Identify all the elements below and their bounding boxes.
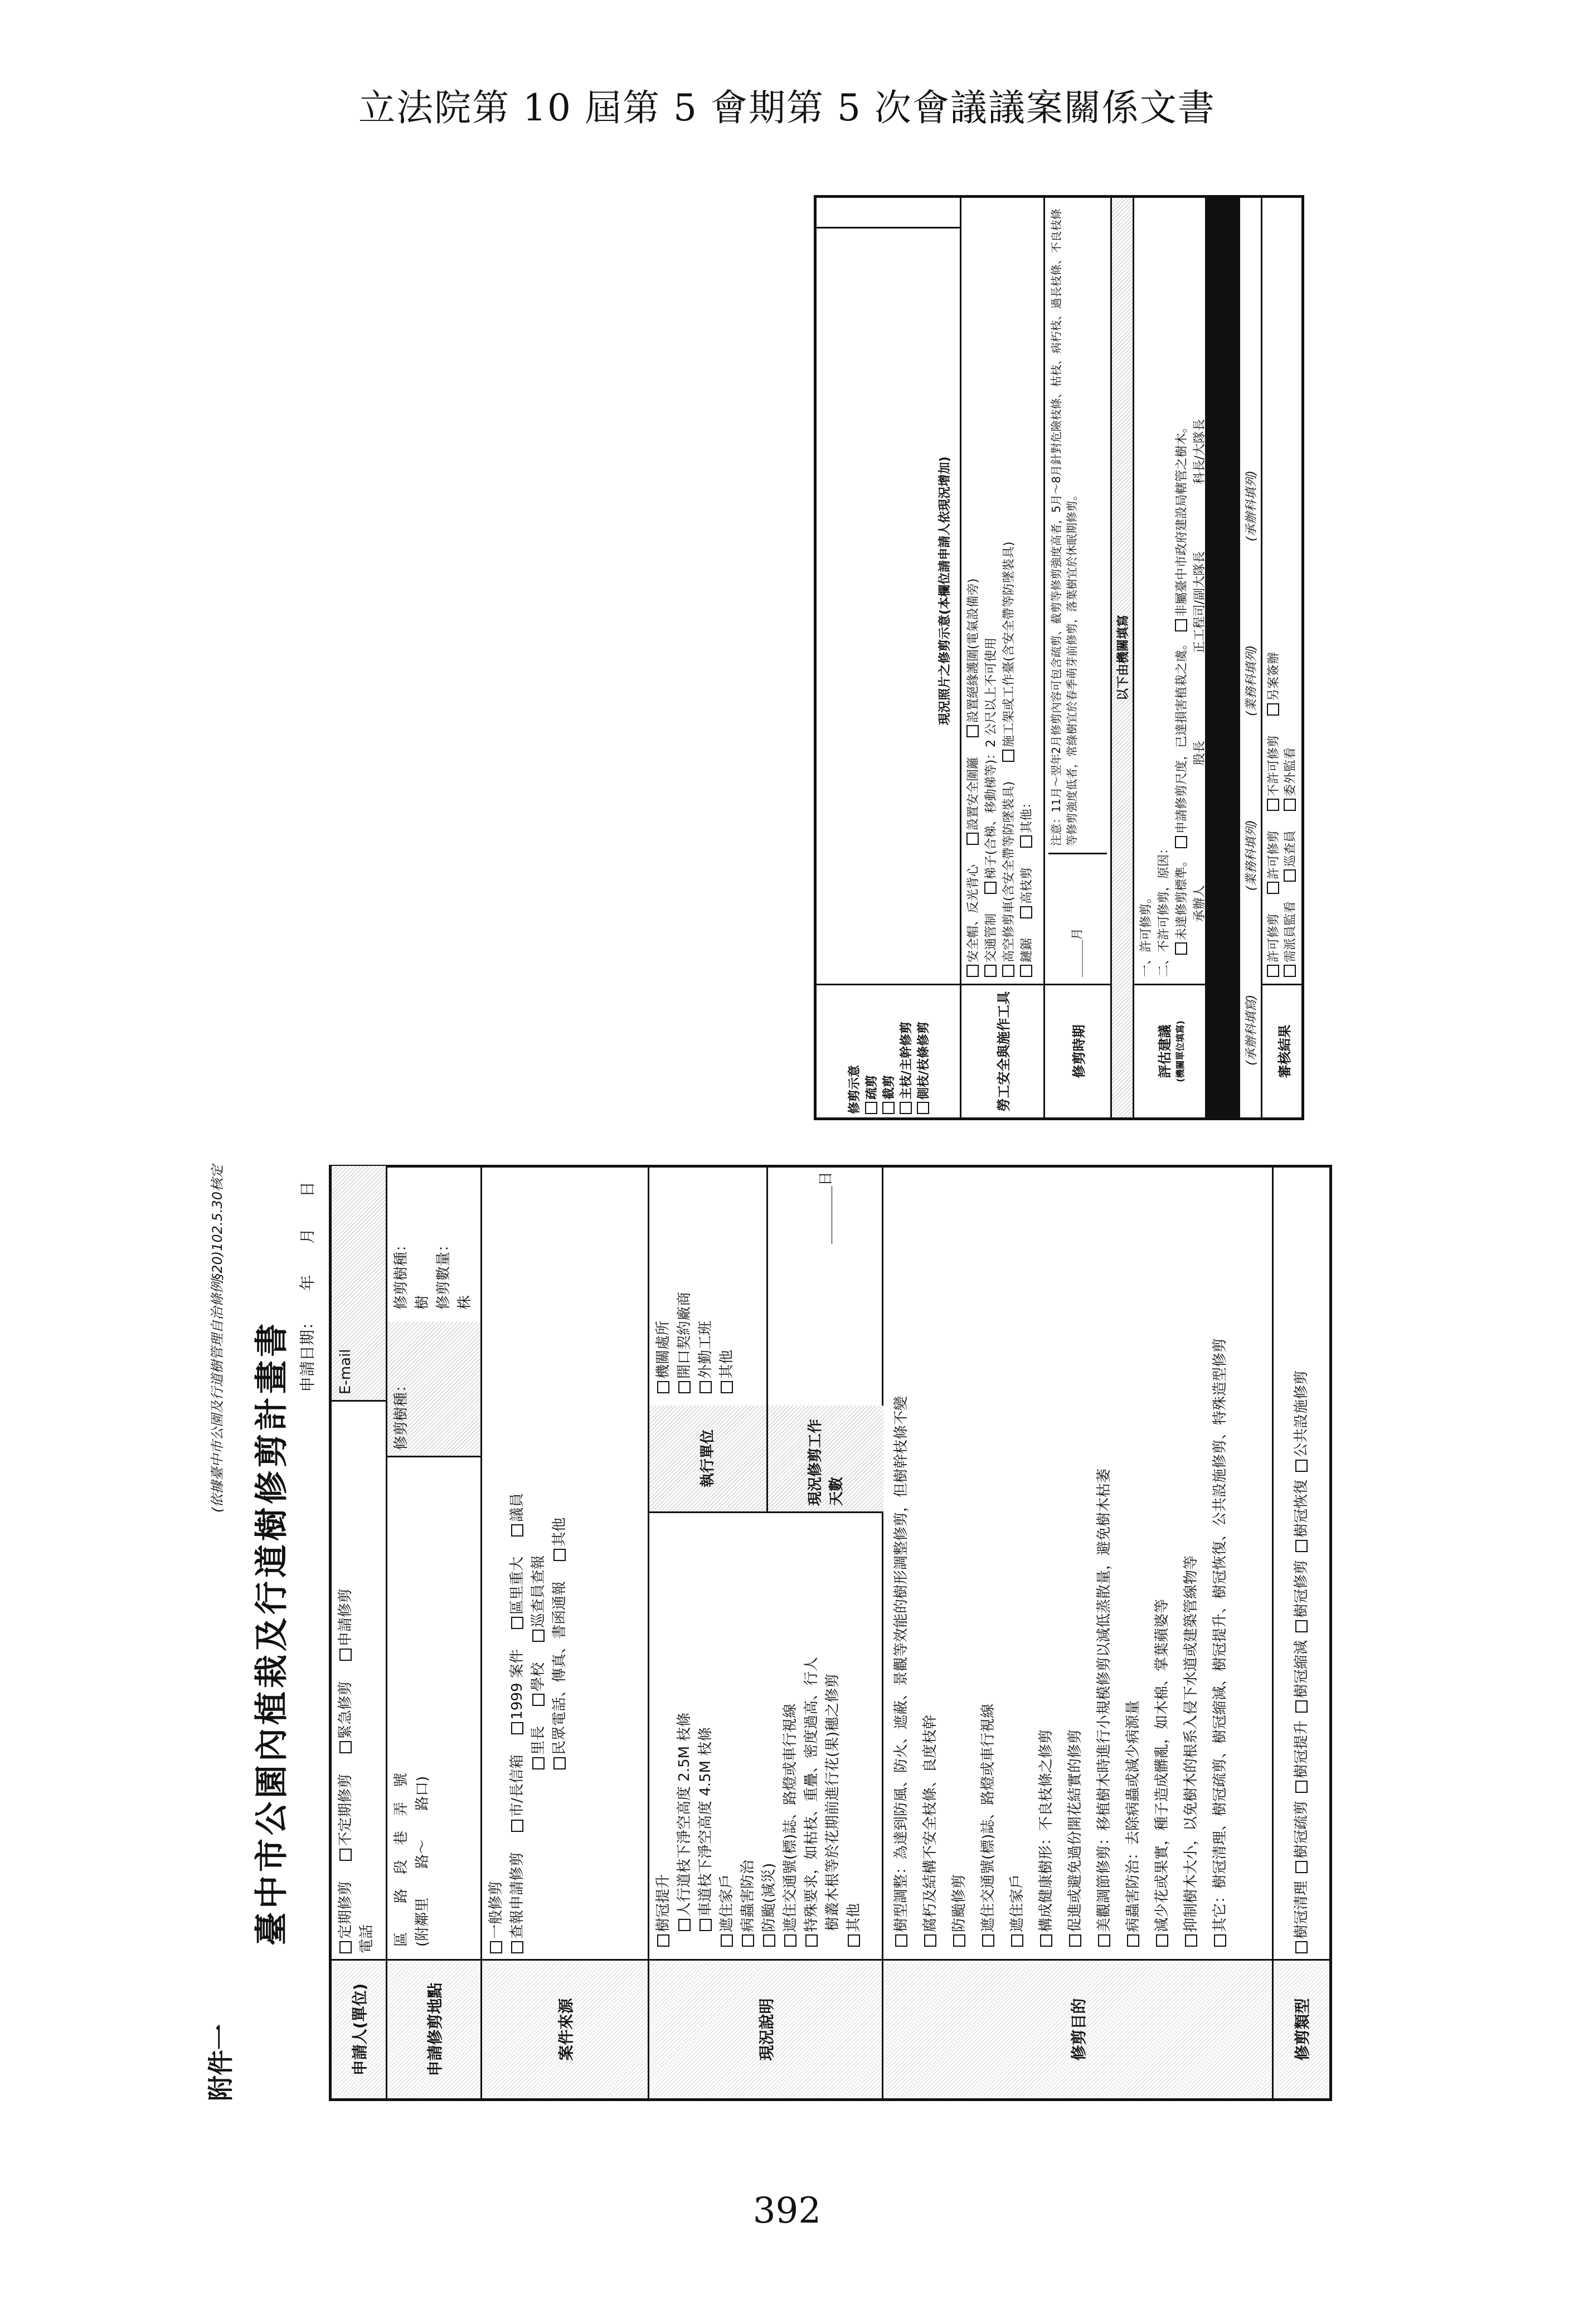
type-item[interactable]: 樹冠修剪	[1291, 1560, 1312, 1632]
checkbox-icon	[1020, 835, 1032, 848]
unit-item[interactable]: 其他	[716, 1171, 737, 1400]
location-row	[387, 1128, 482, 2098]
days-field[interactable]: ＿＿＿＿ 日	[766, 1166, 883, 1406]
checkbox-icon	[1002, 965, 1014, 977]
checkbox-icon	[982, 1934, 994, 1947]
checkbox-icon	[511, 1524, 523, 1537]
status-item[interactable]: 特殊要求，如枯枝、重疊、密度過高、行人	[801, 1519, 822, 1953]
applicant-row	[332, 1168, 387, 2098]
checkbox-icon	[1284, 869, 1296, 882]
review-item[interactable]: 未達修剪標準。 申請修剪尺度，已達損害植栽之虞。 非屬臺中市政府建設局轄管之樹木。	[1173, 205, 1191, 977]
option-regular[interactable]: 定期修剪	[335, 1881, 356, 1953]
checkbox-icon	[532, 1630, 545, 1642]
checkbox-icon	[763, 1934, 775, 1947]
checkbox-icon	[1040, 1934, 1052, 1947]
option-irregular[interactable]: 不定期修剪	[335, 1774, 356, 1861]
checkbox-icon	[511, 1820, 523, 1832]
purpose-item[interactable]: 美觀調節修剪：移植樹木時進行小規模修剪以減低蒸散量，避免樹木枯萎	[1090, 1173, 1119, 1953]
option-district[interactable]: 區里重大	[507, 1557, 528, 1629]
legal-basis-note: (依據臺中市公園及行道樹管理自治條例§20)102.5.30核定	[210, 1165, 225, 1513]
checkbox-icon	[657, 1934, 669, 1947]
type-item[interactable]: 樹冠提升	[1291, 1720, 1312, 1793]
diagram-row	[817, 198, 961, 1117]
review-label: 評估建議 (機關單位填寫)	[1134, 984, 1205, 1117]
review-item[interactable]: 一、許可修剪。	[1139, 891, 1153, 977]
checkbox-icon	[865, 1102, 877, 1114]
safety-options	[961, 198, 1043, 984]
checkbox-icon	[1267, 965, 1279, 977]
checkbox-icon	[1020, 965, 1032, 977]
type-row	[1274, 1168, 1329, 2098]
divider	[649, 1511, 882, 1513]
result-item[interactable]: 委外監看	[1282, 747, 1299, 811]
option-councilor[interactable]: 議員	[507, 1493, 528, 1537]
checkbox-icon	[339, 1649, 352, 1661]
purpose-item[interactable]: 防颱修剪	[945, 1173, 974, 1953]
purpose-options	[883, 1168, 1272, 1959]
purpose-item[interactable]: 其它：樹冠清理、樹冠疏剪、樹冠縮減、樹冠提升、樹冠恢復、公共設施修剪、特殊造型修剪	[1206, 1173, 1235, 1953]
applicant-options	[332, 1402, 386, 1959]
page-number: 392	[752, 2190, 822, 2231]
checkbox-icon	[699, 1381, 712, 1393]
safety-item[interactable]: 鏈鋸	[1018, 938, 1036, 977]
type-item[interactable]: 公共設施修剪	[1291, 1370, 1312, 1472]
option-public-report[interactable]: 民眾電話、傳真、書函通報	[549, 1581, 570, 1769]
checkbox-icon	[678, 1919, 691, 1931]
checkbox-icon	[966, 725, 979, 737]
review-form	[814, 195, 1304, 1120]
status-item-cont: 樹叢木根等於花期前進行花(果)穗之修剪	[824, 1673, 841, 1931]
period-note: 注意：11月～翌年2月修剪內容可包含疏剪、截剪等修剪強度高者，5月～8月針對危險枝條、枯枝、病朽枝、過長枝條、不良枝條等修剪強度低者，常綠樹宜於春季萌芽前修剪，落葉樹宜於休眠期修剪。	[1050, 208, 1079, 846]
checkbox-icon	[1284, 799, 1296, 811]
checkbox-icon	[1175, 836, 1187, 848]
status-label: 現況說明	[649, 1959, 882, 2098]
result-item[interactable]: 需派員監看	[1282, 901, 1299, 977]
option-school[interactable]: 學校	[528, 1662, 549, 1706]
safety-item[interactable]: 設置安全圍籬	[965, 757, 983, 845]
source-options	[482, 1168, 648, 1959]
checkbox-icon	[532, 1757, 545, 1769]
photo-title: 現況照片之修剪示意(本欄位請申請人依現況增加)	[938, 456, 952, 726]
purpose-item[interactable]: 遮住家戶	[1003, 1173, 1032, 1953]
divider	[332, 1400, 386, 1402]
attachment-label: 附件一	[206, 2024, 236, 2101]
checkbox-icon	[1002, 750, 1014, 762]
tree-count-field[interactable]: 修剪樹種： 樹 修剪數量： 株	[393, 1128, 473, 1310]
address-field[interactable]: 區 路 段 巷 弄 號 (附鄰里 路～ 路口)	[393, 1772, 431, 1947]
checkbox-icon	[657, 1381, 669, 1393]
application-date: 申請日期： 年 月 日	[298, 1182, 317, 1393]
checkbox-icon	[966, 833, 979, 845]
checkbox-icon	[1011, 1934, 1023, 1947]
option-request[interactable]: 申請修剪	[335, 1588, 356, 1661]
checkbox-icon	[1295, 1460, 1308, 1472]
checkbox-icon	[742, 1934, 754, 1947]
checkbox-icon	[1127, 1934, 1139, 1947]
result-label: 審核結果	[1262, 984, 1304, 1117]
status-item[interactable]: 車道枝下淨空高度 4.5M 枝條	[695, 1519, 716, 1953]
form-title: 臺中市公園內植栽及行道樹修剪計畫書	[252, 1320, 292, 1946]
result-item[interactable]: 許可修剪	[1266, 913, 1282, 977]
purpose-item[interactable]: 病蟲害防治：去除病蟲或減少病源量	[1119, 1173, 1148, 1953]
safety-item[interactable]: 梯子(合梯、移動梯等)：2 公尺以上不可使用	[983, 638, 1000, 894]
checkbox-icon	[1185, 1934, 1197, 1947]
applicant-label: 申請人(單位)	[332, 1959, 386, 2098]
option-urgent[interactable]: 緊急修剪	[335, 1681, 356, 1753]
option-other[interactable]: 其他	[549, 1518, 570, 1561]
result-item[interactable]: 許可修剪	[1266, 830, 1282, 894]
result-item[interactable]: 另案簽辦	[1266, 652, 1282, 716]
checkbox-icon	[553, 1757, 566, 1769]
checkbox-icon	[339, 1941, 352, 1953]
status-item[interactable]: 遮住家戶	[716, 1519, 737, 1953]
period-field[interactable]: ＿＿＿ 月 注意：11月～翌年2月修剪內容可包含疏剪、截剪等修剪強度高者，5月～8月針對危險枝條、枯枝、病朽枝、過長枝條、不良枝條等修剪強度低者，常綠樹宜於春季萌芽前修剪，落葉樹宜於休眠期修剪。	[1045, 198, 1110, 984]
checkbox-icon	[699, 1919, 712, 1931]
type-item[interactable]: 樹冠縮減	[1291, 1640, 1312, 1713]
checkbox-icon	[784, 1934, 796, 1947]
stamp-labels: (承辦科填寫) (業務科填列) (業務科填列) (承辦科填列)	[1240, 198, 1262, 1117]
checkbox-icon	[1284, 965, 1296, 977]
purpose-item[interactable]: 減少花或果實，種子造成髒亂，如木棉、掌葉蘋婆等	[1148, 1173, 1177, 1953]
type-item[interactable]: 樹冠疏剪	[1291, 1801, 1312, 1873]
type-item[interactable]: 樹冠清理	[1291, 1881, 1312, 1953]
result-row	[1262, 198, 1304, 1117]
checkbox-icon	[511, 1617, 523, 1629]
status-item[interactable]: 其他	[843, 1519, 864, 1953]
purpose-item[interactable]: 構成健康樹形：不良枝條之修剪	[1032, 1173, 1061, 1953]
checkbox-icon	[1295, 1941, 1308, 1953]
unit-item[interactable]: 外勤工班	[695, 1171, 716, 1400]
location-label: 申請修剪地點	[387, 1959, 480, 2098]
checkbox-icon	[1295, 1700, 1308, 1713]
phone-label: 電話	[358, 1924, 375, 1953]
checkbox-icon	[1267, 703, 1279, 716]
safety-item[interactable]: 其他：	[1018, 796, 1036, 848]
diagram-item[interactable]: 主枝/主幹修剪	[897, 1022, 914, 1114]
option-mayor-mail[interactable]: 市/長信箱	[507, 1754, 528, 1832]
purpose-item[interactable]: 腐朽及結構不安全枝條、良度枝幹	[916, 1173, 945, 1953]
unit-options	[649, 1166, 766, 1406]
review-table	[814, 195, 1304, 1120]
unit-item[interactable]: 機關處所	[653, 1171, 674, 1400]
checkbox-icon	[1175, 619, 1187, 631]
species-label: 修剪樹種：	[387, 1322, 480, 1456]
option-inspector[interactable]: 巡查員查報	[528, 1555, 549, 1642]
diagram-item[interactable]: 側枝/枝條修剪	[914, 1022, 931, 1114]
checkbox-icon	[917, 1102, 929, 1114]
checkbox-icon	[1214, 1934, 1226, 1947]
checkbox-icon	[924, 1934, 936, 1947]
days-label: 現況修剪工作天數	[766, 1406, 883, 1511]
safety-item[interactable]: 施工架或工作臺(含安全帶等防墜裝具)	[1000, 542, 1018, 762]
purpose-item[interactable]: 抑制樹木大小，以免樹木的根系入侵下水道或建築管線物等	[1177, 1173, 1206, 1953]
checkbox-icon	[511, 1722, 523, 1734]
checkbox-icon	[805, 1934, 818, 1947]
unit-label: 執行單位	[649, 1406, 766, 1511]
checkbox-icon	[1175, 942, 1187, 955]
checkbox-icon	[984, 882, 997, 894]
safety-item[interactable]: 交通管制	[983, 913, 1000, 977]
checkbox-icon	[1295, 1620, 1308, 1632]
safety-item[interactable]: 高空修剪車(含安全帶等防墜裝具)	[1000, 781, 1018, 977]
tree-pruning-plan-form	[201, 1128, 1354, 2101]
option-1999[interactable]: 1999 案件	[507, 1649, 528, 1734]
checkbox-icon	[1295, 1781, 1308, 1793]
status-options	[649, 1513, 882, 1959]
unit-item[interactable]: 開口契約廠商	[674, 1171, 695, 1400]
purpose-label: 修剪目的	[883, 1959, 1272, 2098]
status-item[interactable]: 樹冠提升	[653, 1519, 674, 1953]
review-row	[1134, 198, 1207, 1117]
checkbox-icon	[1069, 1934, 1081, 1947]
photo-area[interactable]	[817, 198, 960, 984]
source-label: 案件來源	[482, 1959, 648, 2098]
checkbox-icon	[339, 1741, 352, 1753]
signers: 承辦人 股長 正工程司/副大隊長 科長/大隊長	[1193, 419, 1207, 922]
checkbox-icon	[953, 1934, 965, 1947]
checkbox-icon	[984, 965, 997, 977]
purpose-row	[883, 1168, 1274, 2098]
review-item[interactable]: 二、不許可修剪，原因：	[1157, 842, 1171, 977]
type-options	[1274, 1168, 1329, 1959]
checkbox-icon	[721, 1381, 733, 1393]
purpose-item[interactable]: 促進或避免過份開花結實的修剪	[1061, 1173, 1090, 1953]
checkbox-icon	[966, 965, 979, 977]
type-item[interactable]: 樹冠恢復	[1291, 1480, 1312, 1552]
status-item[interactable]: 病蟲害防治	[737, 1519, 759, 1953]
safety-item[interactable]: 高枝剪	[1018, 867, 1036, 918]
checkbox-icon	[1267, 799, 1279, 811]
purpose-item[interactable]: 樹型調整：為達到防風、防火、遮蔽、景觀等效能的樹形調整修剪，但樹幹枝條不變	[887, 1173, 916, 1953]
checkbox-icon	[848, 1934, 860, 1947]
status-row	[649, 1168, 883, 2098]
agency-section-divider: 以下由機關填寫	[1112, 198, 1134, 1117]
review-options	[1134, 198, 1205, 984]
checkbox-icon	[678, 1381, 691, 1393]
stamp-band	[1207, 198, 1240, 1117]
option-village-chief[interactable]: 里長	[528, 1726, 549, 1769]
checkbox-icon	[1295, 1540, 1308, 1552]
result-item[interactable]: 不許可修剪	[1266, 735, 1282, 811]
checkbox-icon	[721, 1934, 733, 1947]
safety-item[interactable]: 安全帽、反光背心	[965, 864, 983, 977]
checkbox-icon	[511, 1941, 523, 1953]
option-apply[interactable]: 查報申請修剪	[507, 1852, 528, 1953]
safety-label: 勞工安全與施作工具	[961, 984, 1043, 1117]
checkbox-icon	[900, 1102, 912, 1114]
diagram-item[interactable]: 疏剪	[862, 1075, 880, 1114]
form-table	[329, 1128, 1332, 2101]
checkbox-icon	[1295, 1861, 1308, 1873]
checkbox-icon	[553, 1549, 566, 1561]
source-row	[482, 1168, 649, 2098]
checkbox-icon	[532, 1694, 545, 1706]
status-item[interactable]: 人行道枝下淨空高度 2.5M 枝條	[674, 1519, 695, 1953]
checkbox-icon	[1267, 882, 1279, 894]
status-item[interactable]: 遮住交通號(標)誌、路燈或車行視線	[780, 1519, 801, 1953]
safety-item[interactable]: 設置絕緣護圍(電氣設備旁)	[965, 578, 983, 737]
page-header: 立法院第 10 屆第 5 會期第 5 次會議議案關係文書	[358, 86, 1216, 129]
status-item[interactable]: 防颱(減災)	[759, 1519, 780, 1953]
checkbox-icon	[1156, 1934, 1168, 1947]
purpose-item[interactable]: 遮住交通號(標)誌、路燈或車行視線	[974, 1173, 1003, 1953]
diagram-options: 修剪示意 疏剪 截剪 主枝/主幹修剪 側枝/枝條修剪	[817, 984, 960, 1117]
period-row	[1045, 198, 1112, 1117]
diagram-item[interactable]: 截剪	[880, 1075, 897, 1114]
result-options	[1262, 198, 1304, 984]
checkbox-icon	[882, 1102, 895, 1114]
email-field[interactable]: E-mail	[332, 1166, 386, 1400]
period-label: 修剪時期	[1045, 984, 1110, 1117]
checkbox-icon	[490, 1941, 502, 1953]
checkbox-icon	[895, 1934, 907, 1947]
result-item[interactable]: 巡查員	[1282, 830, 1299, 882]
safety-row	[961, 198, 1045, 1117]
divider	[387, 1456, 480, 1457]
checkbox-icon	[339, 1849, 352, 1861]
checkbox-icon	[1098, 1934, 1110, 1947]
option-general[interactable]: 一般修剪	[485, 1881, 507, 1953]
type-label: 修剪類型	[1274, 1959, 1329, 2098]
checkbox-icon	[1020, 906, 1032, 918]
